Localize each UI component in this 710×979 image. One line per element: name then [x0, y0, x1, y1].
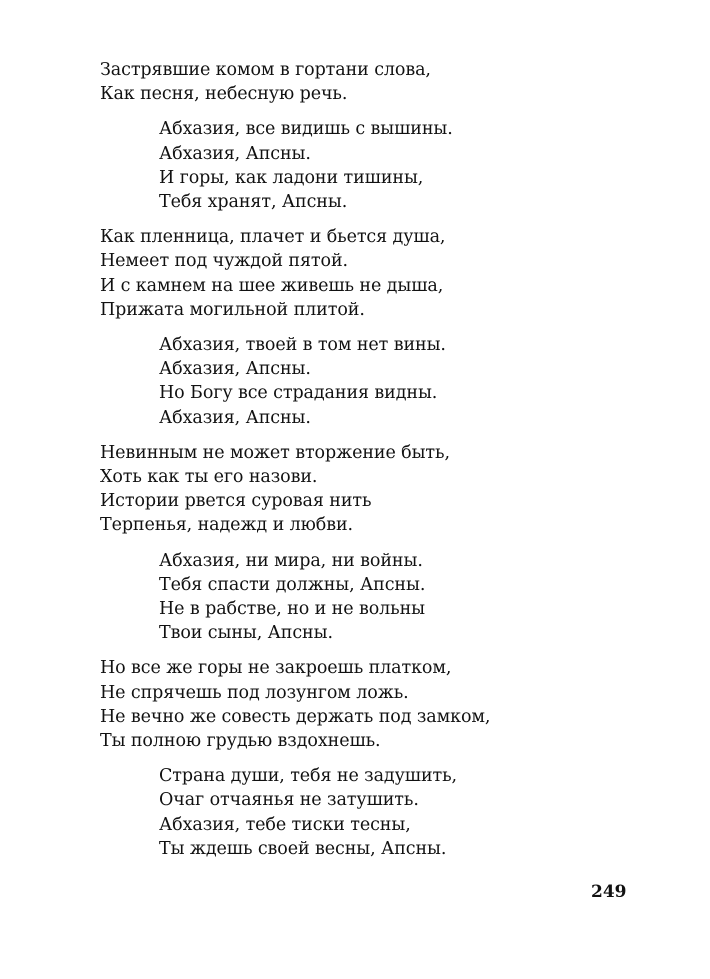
poem-line: Абхазия, Апсны. [159, 143, 311, 164]
poem-line: Абхазия, Апсны. [159, 359, 311, 380]
poem-line: Хоть как ты его назови. [100, 467, 318, 488]
poem-line: Абхазия, твоей в том нет вины. [159, 335, 446, 356]
stanza-8-chorus [100, 764, 660, 861]
poem-line: И горы, как ладони тишины, [159, 167, 424, 188]
poem-line: Не спрячешь под лозунгом ложь. [100, 682, 409, 703]
poem-line: Истории рвется суровая нить [100, 491, 372, 512]
poem-line: Не в рабстве, но и не вольны [159, 599, 425, 620]
stanza-4-chorus [100, 333, 660, 430]
poem-line: Абхазия, тебе тиски тесны, [159, 814, 411, 835]
stanza-5 [100, 441, 660, 538]
poem-line: Ты полною грудью вздохнешь. [100, 731, 381, 752]
poem-line: Абхазия, ни мира, ни войны. [159, 550, 423, 571]
poem [100, 58, 660, 872]
poem-line: Но все же горы не закроешь платком, [100, 658, 452, 679]
stanza-2-chorus [100, 117, 660, 214]
poem-line: Страна души, тебя не задушить, [159, 766, 458, 787]
poem-line: Не вечно же совесть держать под замком, [100, 706, 491, 727]
stanza-7 [100, 656, 660, 753]
poem-line: Тебя хранят, Апсны. [159, 192, 348, 213]
poem-line: Терпенья, надежд и любви. [100, 515, 353, 536]
poem-line: Абхазия, все видишь с вышины. [159, 119, 453, 140]
poem-line: Как пленница, плачет и бьется душа, [100, 227, 446, 248]
stanza-1 [100, 58, 660, 106]
poem-line: Ты ждешь своей весны, Апсны. [159, 838, 447, 859]
poem-line: Но Богу все страдания видны. [159, 383, 438, 404]
poem-line: Невинным не может вторжение быть, [100, 442, 450, 463]
poem-line: Как песня, небесную речь. [100, 84, 348, 105]
poem-line: Абхазия, Апсны. [159, 407, 311, 428]
stanza-3 [100, 225, 660, 322]
poem-line: Тебя спасти должны, Апсны. [159, 574, 426, 595]
stanza-6-chorus [100, 549, 660, 646]
poem-line: Твои сыны, Апсны. [159, 623, 333, 644]
poem-line: Очаг отчаянья не затушить. [159, 790, 419, 811]
page-number: 249 [591, 882, 627, 902]
poem-line: Немеет под чуждой пятой. [100, 251, 348, 272]
poem-line: Застрявшие комом в гортани слова, [100, 60, 431, 80]
poem-line: И с камнем на шее живешь не дыша, [100, 275, 444, 296]
poem-line: Прижата могильной плитой. [100, 299, 365, 320]
